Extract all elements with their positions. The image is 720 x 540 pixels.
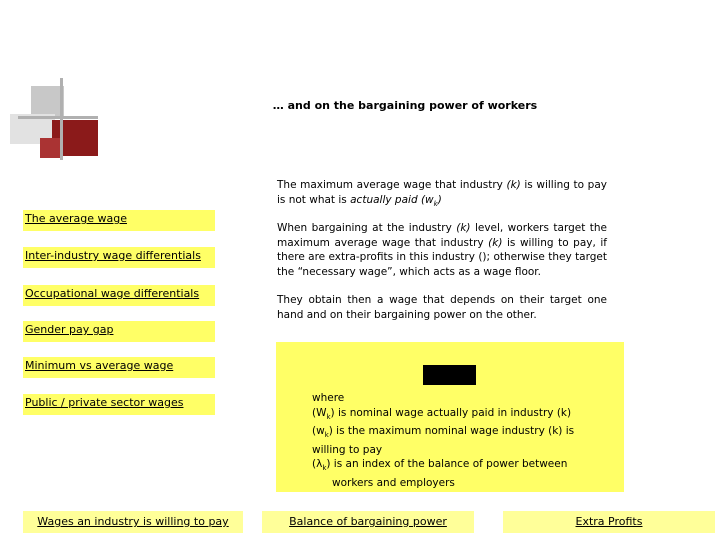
formula-image	[423, 365, 476, 385]
nav-occupational[interactable]: Occupational wage differentials	[23, 285, 215, 306]
paragraph-bargaining: When bargaining at the industry (k) level, workers target the maximum average wage that industry (k) is willing to pay, if there are extra-profits in this industry (); otherwise they target the “necessary wage”, which acts as a wage floor.	[277, 222, 607, 278]
nav-average-wage[interactable]: The average wage	[23, 210, 215, 231]
nav-inter-industry[interactable]: Inter-industry wage differentials	[23, 247, 215, 268]
nav-bargaining-power[interactable]: Balance of bargaining power	[262, 511, 474, 533]
formula-legend: where $(W_k)$ is nominal wage actually paid in industry (k) $(w_k)$ is the maximum nominal wage industry (k) is willing to pay $(\lambda_k)$ is an index of the balance of power between workers and employers	[312, 392, 575, 489]
nav-minimum-wage[interactable]: Minimum vs average wage	[23, 357, 215, 378]
paragraph-outcome: They obtain then a wage that depends on their target one hand and on their bargaining power on the other.	[277, 294, 607, 321]
nav-public-private[interactable]: Public / private sector wages	[23, 394, 215, 415]
nav-gender-gap[interactable]: Gender pay gap	[23, 321, 215, 342]
nav-extra-profits[interactable]: Extra Profits	[503, 511, 715, 533]
logo-decoration	[0, 0, 100, 165]
nav-willing-to-pay[interactable]: Wages an industry is willing to pay	[23, 511, 243, 533]
paragraph-max-wage: The maximum average wage that industry (k) is willing to pay is not what is actually paid $(w_k)$	[277, 179, 607, 208]
page-title: … and on the bargaining power of workers	[272, 99, 538, 112]
